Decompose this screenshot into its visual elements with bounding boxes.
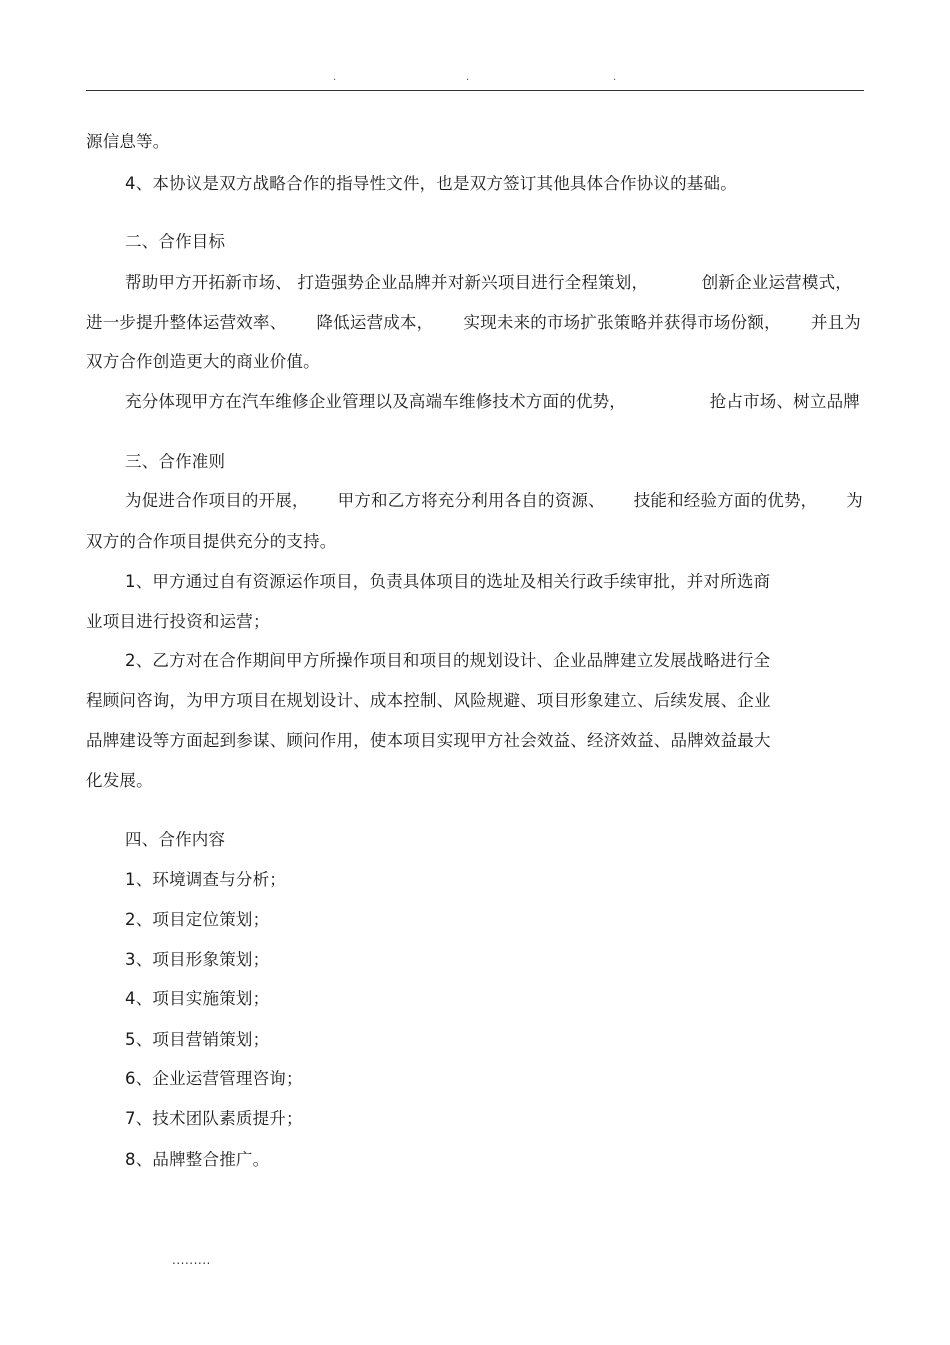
text-span: 充分体现甲方在汽车维修企业管理以及高端车维修技术方面的优势， (125, 392, 626, 411)
list-item: 7、技术团队素质提升； (125, 1109, 303, 1128)
header-dot: . (613, 72, 617, 83)
header-dot: . (466, 72, 470, 83)
list-item: 4、项目实施策划； (125, 989, 270, 1008)
text-span: 创新企业运营模式， (701, 273, 852, 292)
paragraph-line (125, 271, 852, 295)
section-heading-content: 四、合作内容 (125, 830, 226, 849)
text-span: 甲方和乙方将充分利用各自的资源、 (337, 491, 605, 510)
paragraph-line (125, 489, 863, 513)
paragraph-line: 双方的合作项目提供充分的支持。 (86, 532, 337, 551)
text-span: 降低运营成本， (316, 313, 434, 332)
list-item: 2、项目定位策划； (125, 910, 270, 929)
paragraph-line: 1、甲方通过自有资源运作项目，负责具体项目的选址及相关行政手续审批，并对所选商 (125, 572, 771, 591)
text-span: 技能和经验方面的优势， (633, 491, 818, 510)
paragraph-line: 4、本协议是双方战略合作的指导性文件，也是双方签订其他具体合作协议的基础。 (125, 174, 737, 193)
list-item: 3、项目形象策划； (125, 950, 270, 969)
section-heading-goals: 二、合作目标 (125, 232, 226, 251)
list-item: 5、项目营销策划； (125, 1030, 270, 1049)
text-span: 实现未来的市场扩张策略并获得市场份额， (463, 313, 781, 332)
paragraph-line (125, 390, 860, 414)
paragraph-line: 双方合作创造更大的商业价值。 (86, 352, 320, 371)
paragraph-line: 2、乙方对在合作期间甲方所操作项目和项目的规划设计、企业品牌建立发展战略进行全 (125, 651, 771, 670)
paragraph-line: 业项目进行投资和运营； (86, 612, 270, 631)
list-item: 1、环境调查与分析； (125, 870, 286, 889)
paragraph-line: 源信息等。 (86, 132, 170, 151)
text-span: 帮助甲方开拓新市场、 打造强势企业品牌并对新兴项目进行全程策划， (125, 273, 649, 292)
paragraph-line: 品牌建设等方面起到参谋、顾问作用，使本项目实现甲方社会效益、经济效益、品牌效益最大 (86, 731, 771, 750)
header-dot: . (333, 72, 337, 83)
paragraph-line: 程顾问咨询，为甲方项目在规划设计、成本控制、风险规避、项目形象建立、后续发展、企业 (86, 691, 771, 710)
text-span: 抢占市场、树立品牌 (709, 392, 860, 411)
paragraph-line: 化发展。 (86, 771, 153, 790)
text-span: 进一步提升整体运营效率、 (86, 313, 287, 332)
text-span: 为 (846, 491, 863, 510)
section-heading-principles: 三、合作准则 (125, 452, 226, 471)
text-span: 并且为 (810, 313, 861, 332)
footer-ellipsis: ......... (172, 1253, 211, 1267)
paragraph-line (86, 311, 861, 335)
list-item: 8、品牌整合推广。 (125, 1150, 270, 1169)
list-item: 6、企业运营管理咨询； (125, 1069, 303, 1088)
text-span: 为促进合作项目的开展， (125, 491, 309, 510)
header-divider (86, 90, 864, 91)
